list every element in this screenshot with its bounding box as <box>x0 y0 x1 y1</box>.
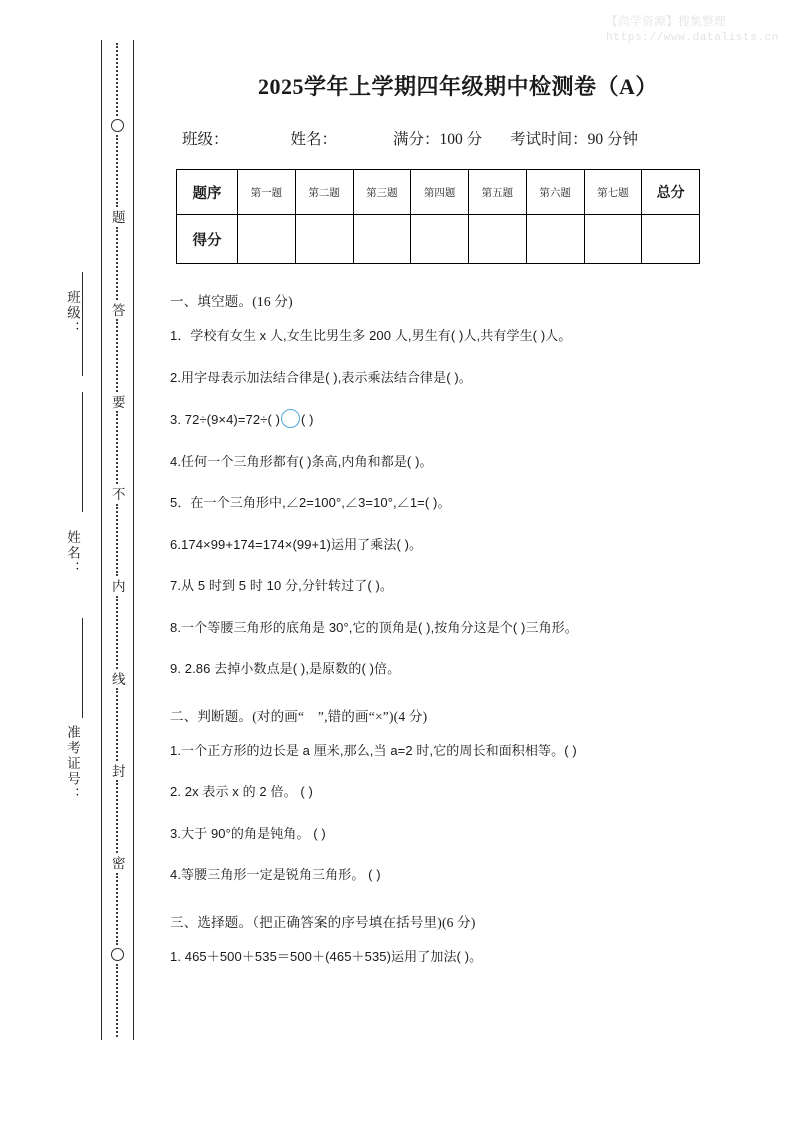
exam-time-label: 考试时间：90 分钟 <box>510 131 639 148</box>
dotted-rule <box>116 319 118 392</box>
question-1-4: 4.任何一个三角形都有( )条高,内角和都是( )。 <box>170 453 433 469</box>
student-info-line <box>168 127 748 149</box>
question-2-3: 3.大于 90°的角是钝角。 ( ) <box>170 825 326 841</box>
score-cell-q3[interactable] <box>353 215 411 264</box>
seal-char-2: 要 <box>109 394 125 409</box>
operator-blank-circle-icon[interactable] <box>281 409 300 428</box>
score-cell-q7[interactable] <box>584 215 642 264</box>
seal-label-name: 姓名： <box>65 530 80 577</box>
seal-char-1: 答 <box>109 302 125 317</box>
strip-border-right <box>133 40 134 1040</box>
seal-binding-strip <box>52 40 140 1040</box>
seal-rule-name-top <box>82 392 83 512</box>
dotted-rule <box>116 780 118 853</box>
row-label-score: 得分 <box>177 215 238 264</box>
score-cell-q6[interactable] <box>526 215 584 264</box>
paper-body <box>168 40 748 988</box>
question-1-8: 8.一个等腰三角形的底角是 30°,它的顶角是( ),按角分这是个( )三角形。 <box>170 619 578 635</box>
seal-rule-name-bottom <box>82 618 83 718</box>
question-1-2: 2.用字母表示加法结合律是( ),表示乘法结合律是( )。 <box>170 369 472 385</box>
score-cell-q1[interactable] <box>238 215 296 264</box>
dotted-rule <box>116 964 118 1037</box>
column-header-q7: 第七题 <box>584 170 642 215</box>
section-heading-true-false: 二、判断题。(对的画“ ”,错的画“×”)(4 分) <box>170 708 428 724</box>
column-header-total: 总分 <box>642 170 700 215</box>
dotted-rule <box>116 688 118 761</box>
circle-marker-icon <box>111 948 124 961</box>
dotted-rule <box>116 135 118 208</box>
column-header-q1: 第一题 <box>238 170 296 215</box>
dotted-rule <box>116 227 118 300</box>
circle-marker-icon <box>111 119 124 132</box>
question-2-2: 2. 2x 表示 x 的 2 倍。 ( ) <box>170 784 313 799</box>
question-3-1: 1. 465＋500＋535＝500＋(465＋535)运用了加法( )。 <box>170 948 483 964</box>
dotted-rule <box>116 596 118 669</box>
seal-char-0: 题 <box>109 210 125 224</box>
seal-char-7: 密 <box>109 856 125 870</box>
score-cell-total[interactable] <box>642 215 700 264</box>
seal-label-exam-number: 准考证号： <box>65 725 80 803</box>
seal-char-5: 线 <box>109 671 125 686</box>
seal-char-3: 不 <box>109 487 125 501</box>
dotted-rule <box>116 411 118 484</box>
page-title: 2025学年上学期四年级期中检测卷（A） <box>258 74 658 99</box>
watermark-source-text: 【尚学资源】搜集整理 <box>606 16 727 28</box>
question-1-5: 5．在一个三角形中,∠2=100°,∠3=10°,∠1=( )。 <box>170 495 451 510</box>
table-row-scores <box>177 215 700 264</box>
dotted-rule <box>116 504 118 577</box>
question-2-4: 4.等腰三角形一定是锐角三角形。 ( ) <box>170 867 381 882</box>
score-cell-q4[interactable] <box>411 215 469 264</box>
table-row-headers <box>177 170 700 215</box>
question-1-3 <box>170 409 748 430</box>
full-score-label: 满分：100 分 <box>393 131 483 148</box>
question-1-7: 7.从 5 时到 5 时 10 分,分针转过了( )。 <box>170 578 394 593</box>
seal-dotted-column <box>104 40 130 1040</box>
question-1-3-text: 3. 72÷(9×4)=72÷( ) ( ) <box>170 412 314 427</box>
question-1-9: 9. 2.86 去掉小数点是( ),是原数的( )倍。 <box>170 661 401 676</box>
question-1-6: 6.174×99+174=174×(99+1)运用了乘法( )。 <box>170 536 423 552</box>
seal-char-6: 封 <box>109 763 125 778</box>
row-label-question-order: 题序 <box>177 170 238 215</box>
seal-label-class: 班级： <box>65 290 80 337</box>
name-label: 姓名： <box>290 131 338 148</box>
column-header-q4: 第四题 <box>411 170 469 215</box>
dotted-rule <box>116 43 118 116</box>
section-heading-multiple-choice: 三、选择题。（把正确答案的序号填在括号里)(6 分) <box>170 914 476 930</box>
watermark-url: https://www.datalists.cn <box>606 31 779 44</box>
score-cell-q5[interactable] <box>469 215 527 264</box>
column-header-q2: 第二题 <box>295 170 353 215</box>
column-header-q5: 第五题 <box>469 170 527 215</box>
column-header-q6: 第六题 <box>526 170 584 215</box>
score-cell-q2[interactable] <box>295 215 353 264</box>
dotted-rule <box>116 873 118 946</box>
score-table <box>176 169 700 264</box>
column-header-q3: 第三题 <box>353 170 411 215</box>
seal-char-4: 内 <box>109 579 125 593</box>
seal-rule-class <box>82 272 83 376</box>
class-label: 班级： <box>182 131 229 148</box>
section-heading-fill-blank: 一、填空题。(16 分) <box>170 294 293 309</box>
question-2-1: 1.一个正方形的边长是 a 厘米,那么,当 a=2 时,它的周长和面积相等。( ) <box>170 742 577 758</box>
strip-border-left <box>101 40 102 1040</box>
questions-container <box>168 290 748 966</box>
question-1-1: 1．学校有女生 x 人,女生比男生多 200 人,男生有( )人,共有学生( )人。 <box>170 328 572 343</box>
